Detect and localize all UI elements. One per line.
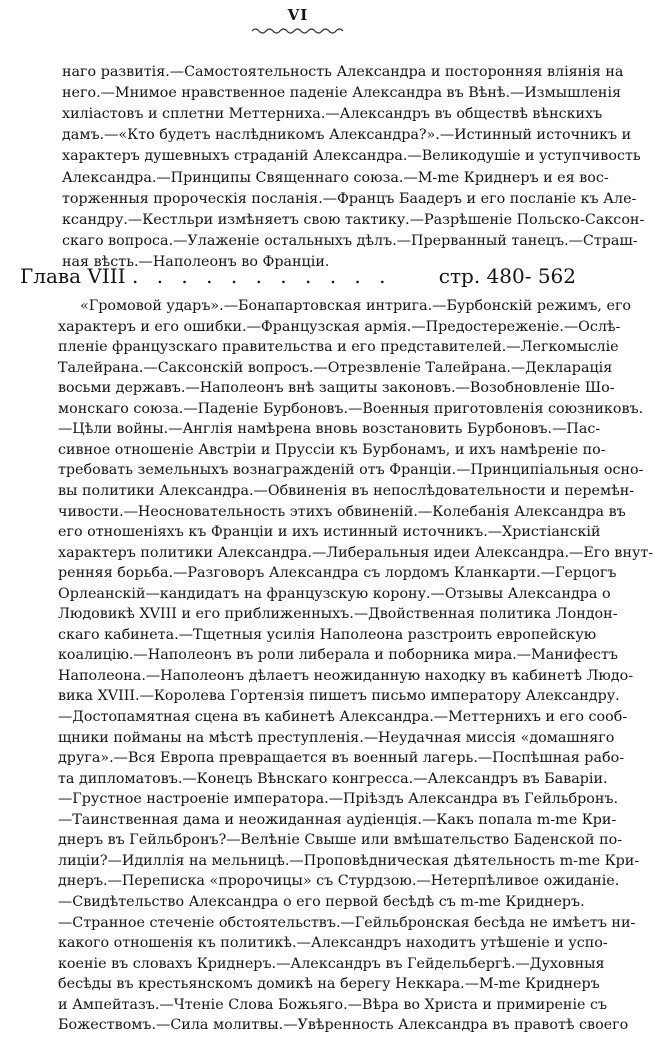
text-line: характеръ душевныхъ страданій Александра.—Великодушіе и уступчивость — [62, 148, 641, 165]
text-line: —Достопамятная сцена въ кабинетѣ Александра.—Меттернихъ и его сооб- — [58, 709, 628, 725]
wavy-ornament — [252, 26, 344, 36]
text-line: —Таинственная дама и неожиданная аудіенція.—Какъ попала m-me Кри- — [58, 811, 617, 828]
text-line: Орлеанскій—кандидатъ на французскую корону.—Отзывы Александра о — [58, 585, 611, 602]
text-line: днеръ въ Гейльбронъ?—Велѣніе Свыше или вмѣшательство Баденской по- — [58, 832, 623, 849]
text-line: Александра.—Принципы Священнаго союза.—М-me Криднеръ и ея вос- — [62, 169, 609, 186]
text-line: лиціи?—Идиллія на мельницѣ.—Проповѣдническая дѣятельность m-me Кри- — [58, 852, 640, 869]
text-line: него.—Мнимое нравственное паденіе Александра въ Вѣнѣ.—Измышленія — [62, 85, 622, 102]
text-line: сивное отношеніе Австріи и Пруссіи къ Бурбонамъ, и ихъ намѣреніе по- — [58, 441, 606, 458]
text-line: ксандру.—Кестльри измѣняетъ свою тактику.—Разрѣшеніе Польско-Саксон- — [62, 211, 645, 228]
text-line: скаго вопроса.—Улаженіе остальныхъ дѣлъ.—Прерванный танецъ.—Страш- — [62, 232, 638, 249]
text-line: та дипломатовъ.—Конецъ Вѣнскаго конгресса.—Александръ въ Баваріи. — [58, 770, 608, 787]
text-line: Божествомъ.—Сила молитвы.—Увѣренность Александра въ правотѣ своего — [58, 1017, 629, 1034]
text-line: скаго кабинета.—Тщетныя усилія Наполеона разстроить европейскую — [58, 626, 597, 643]
text-line: —Грустное настроеніе императора.—Пріѣздъ Александра въ Гейльбронъ. — [58, 791, 619, 808]
text-line: наго развитія.—Самостоятельность Александра и посторонняя вліянія на — [62, 64, 624, 80]
text-line: —Странное стеченіе обстоятельствъ.—Гейльбронская бесѣда не имѣетъ ни- — [58, 914, 636, 931]
text-line: хиліастовъ и сплетни Меттерниха.—Александръ въ обществѣ вѣнскихъ — [62, 106, 603, 123]
text-line: его отношеніяхъ къ Франціи и ихъ истинный источникъ.—Христіанскій — [58, 524, 601, 541]
text-line: —Цѣли войны.—Англія намѣрена вновь возстановить Бурбоновъ.—Пас- — [58, 421, 601, 438]
chapter-label: Глава VIII — [20, 264, 126, 288]
text-line: торженныя пророческія посланія.—Францъ Баадеръ и его посланіе къ Але- — [62, 190, 637, 207]
text-line: восьми державъ.—Наполеонъ внѣ защиты законовъ.—Возобновленіе Шо- — [58, 380, 615, 397]
text-line: коалицію.—Наполеонъ въ роли либерала и поборника мира.—Манифестъ — [58, 647, 618, 664]
text-line: ная вѣсть.—Наполеонъ во Франціи. — [62, 253, 330, 270]
text-line: бесѣды въ крестьянскомъ домикѣ на берегу Неккара.—М-me Криднеръ — [58, 976, 600, 993]
text-line: вика XVIII.—Королева Гортензія пишетъ письмо императору Александру. — [58, 688, 620, 705]
text-line: Талейрана.—Саксонскій вопросъ.—Отрезвленіе Талейрана.—Декларація — [58, 359, 613, 376]
text-line: характеръ и его ошибки.—Французская армія.—Предостереженіе.—Ослѣ- — [58, 318, 621, 335]
text-line: друга».—Вся Европа превращается въ военный лагерь.—Поспѣшная рабо- — [58, 750, 625, 767]
text-line: характеръ политики Александра.—Либеральныя идеи Александра.—Его внут- — [58, 544, 653, 561]
text-line: монскаго союза.—Паденіе Бурбоновъ.—Военныя приготовленія союзниковъ. — [58, 400, 644, 417]
text-line: «Громовой ударъ».—Бонапартовская интрига.—Бурбонскій режимъ, его — [80, 298, 632, 314]
text-line: какого отношенія къ политикѣ.—Александръ находитъ утѣшеніе и успо- — [58, 935, 608, 952]
text-line: пленіе французскаго правительства и его представителей.—Легкомысліе — [58, 339, 619, 356]
text-line: дамъ.—«Кто будетъ наслѣдникомъ Александра?».—Истинный источникъ и — [62, 127, 632, 144]
text-line: —Свидѣтельство Александра о его первой бесѣдѣ съ m-me Криднеръ. — [58, 893, 585, 910]
text-line: и Ампейтазъ.—Чтеніе Слова Божьяго.—Вѣра во Христа и примиреніе съ — [58, 996, 608, 1013]
text-line: вы политики Александра.—Обвиненія въ непослѣдовательности и перемѣн- — [58, 482, 635, 499]
chapter-heading — [20, 262, 576, 290]
leader-dots: . . . . . . . . . . . — [132, 264, 392, 288]
page-number: VI — [287, 6, 309, 24]
chapter-page-range: стр. 480- 562 — [438, 264, 576, 288]
text-line: коеніе въ словахъ Криднеръ.—Александръ въ Гейдельбергѣ.—Духовныя — [58, 955, 605, 972]
text-line: щники пойманы на мѣстѣ преступленія.—Неудачная миссія «домашняго — [58, 729, 615, 746]
text-line: ренняя борьба.—Разговоръ Александра съ лордомъ Кланкарти.—Герцогъ — [58, 565, 617, 582]
text-line: Наполеона.—Наполеонъ дѣлаетъ неожиданную находку въ кабинетѣ Людо- — [58, 667, 634, 684]
text-line: требовать земельныхъ вознагражденій отъ Франціи.—Принципіальныя осно- — [58, 462, 644, 479]
text-line: Людовикѣ XVIII и его приближенныхъ.—Двойственная политика Лондон- — [58, 606, 618, 623]
text-line: чивости.—Неосновательность этихъ обвиненій.—Колебанія Александра въ — [58, 503, 626, 520]
text-line: днеръ.—Переписка «пророчицы» съ Стурдзою.—Нетерпѣливое ожиданіе. — [58, 873, 620, 890]
